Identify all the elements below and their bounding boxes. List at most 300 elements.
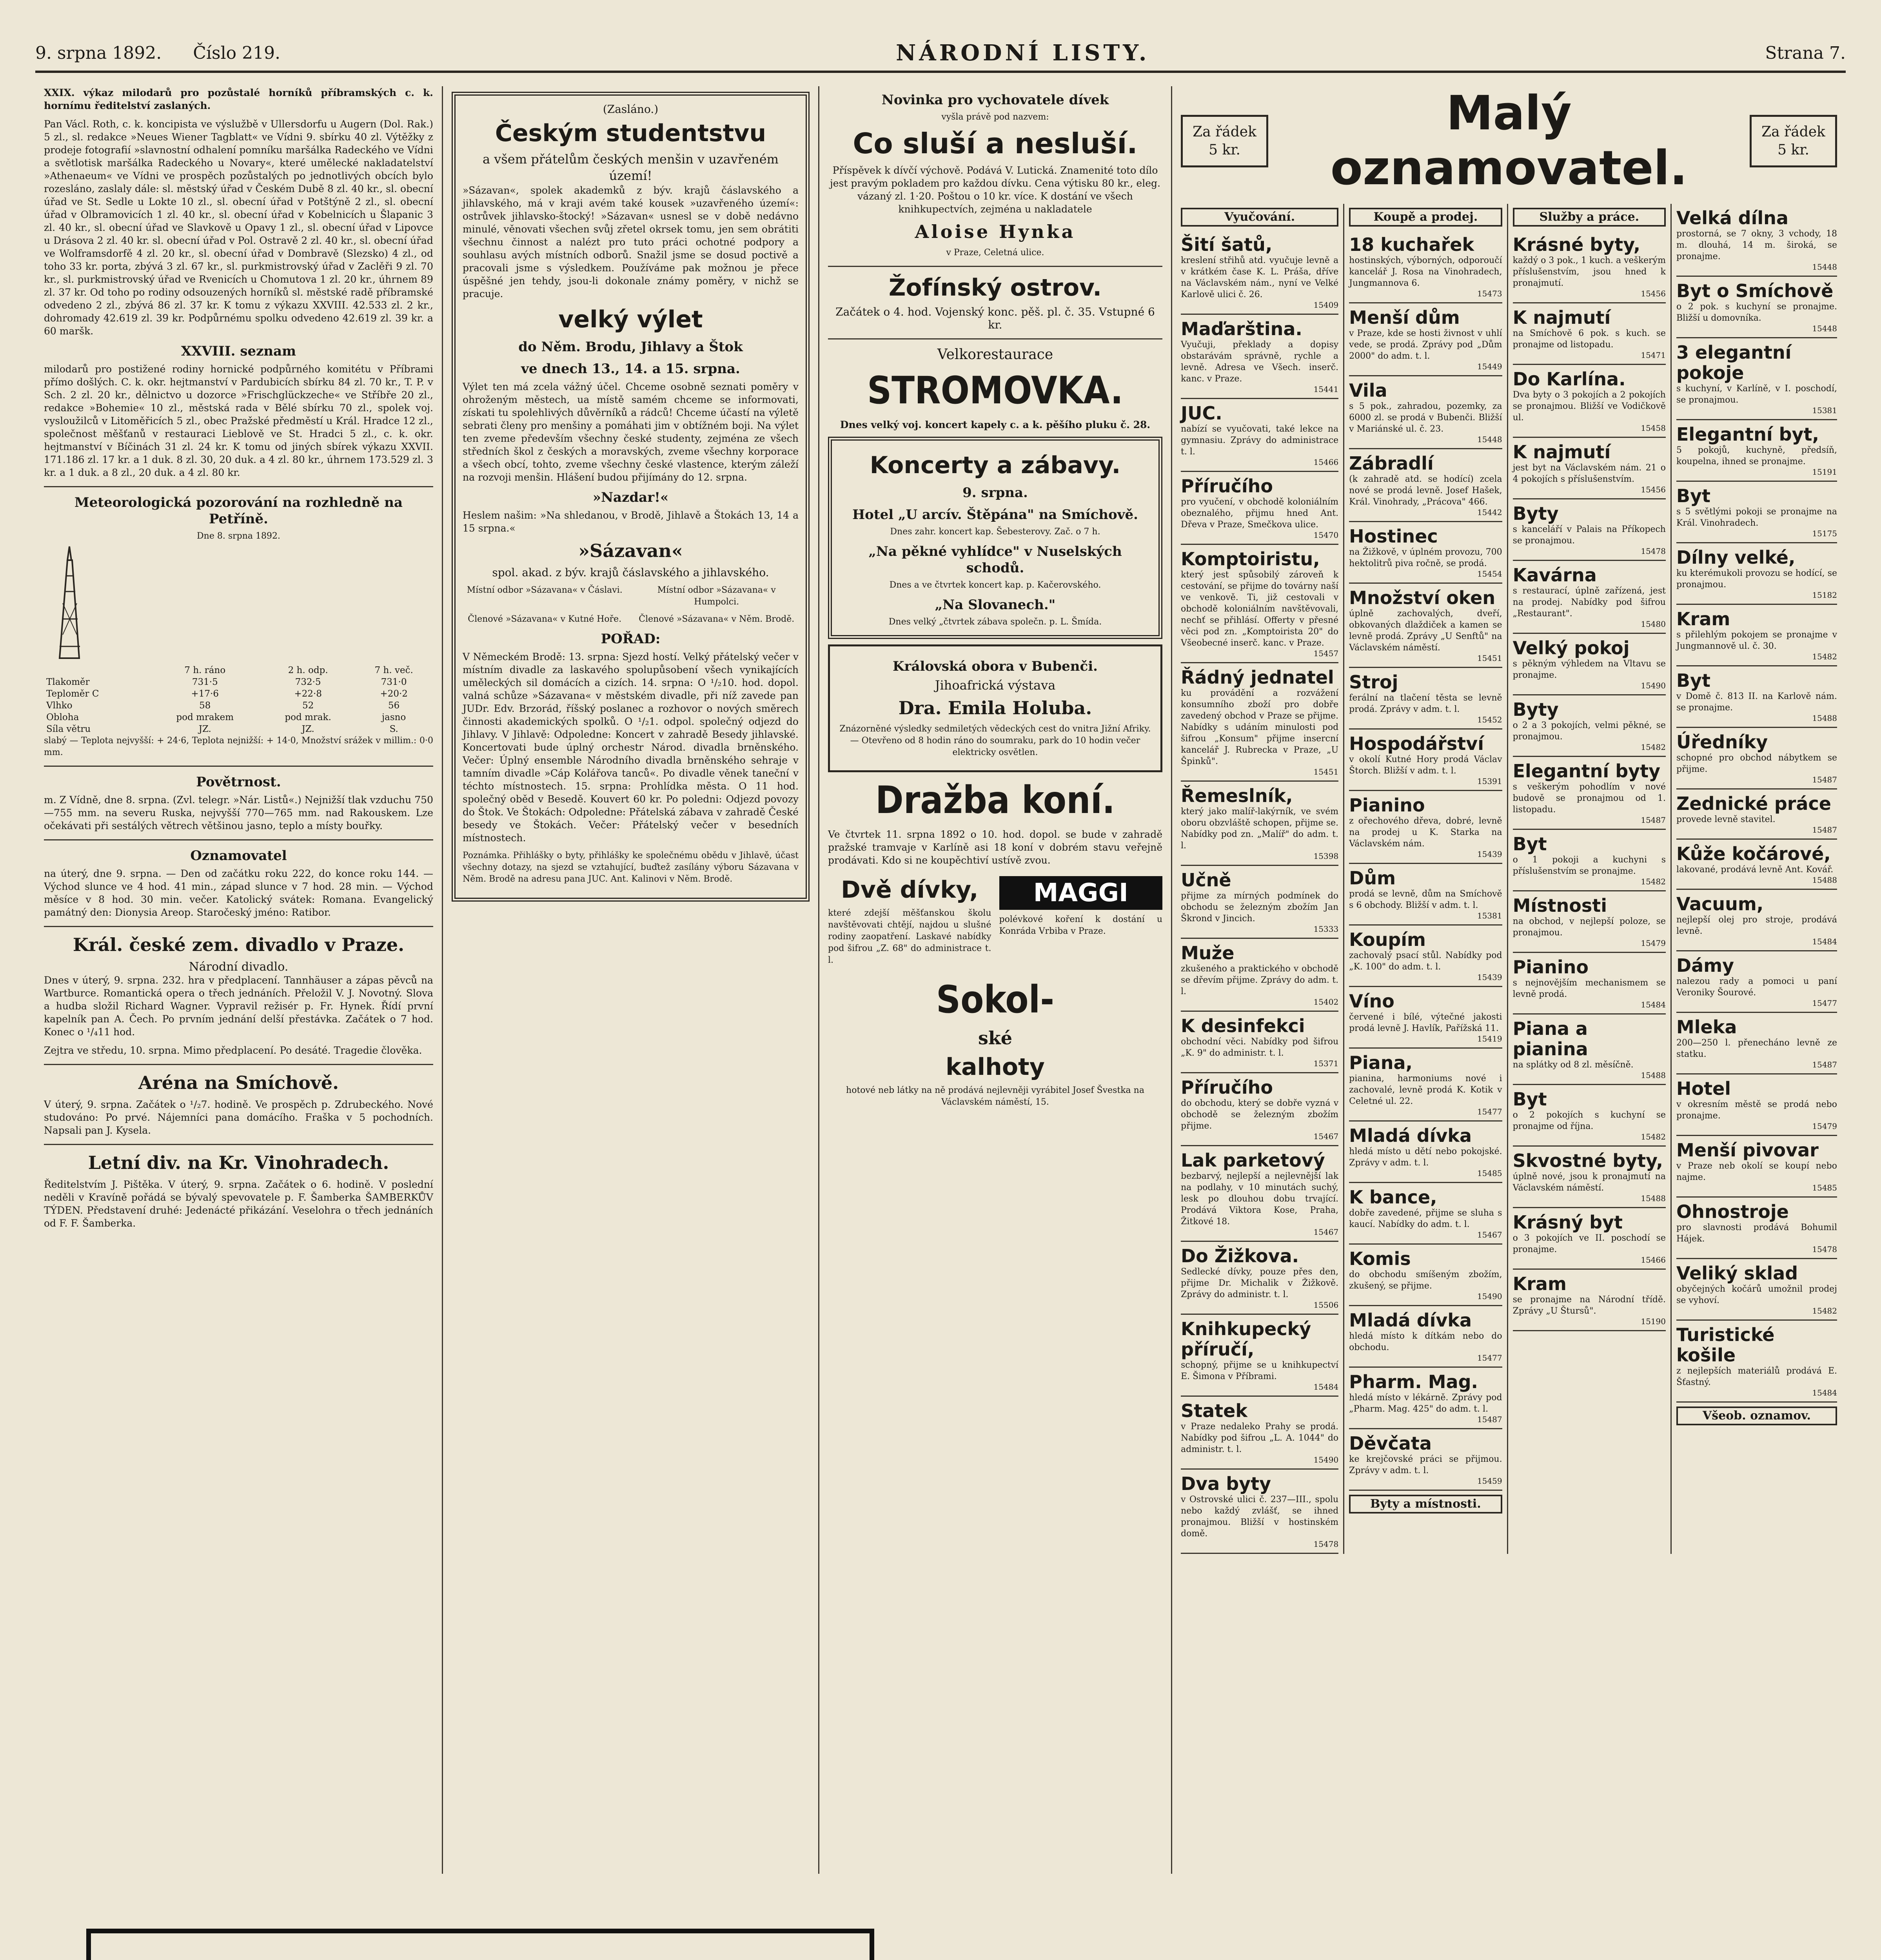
classified-ad xyxy=(1513,1147,1666,1208)
classified-ad xyxy=(1513,695,1666,757)
classified-ad xyxy=(1181,545,1338,663)
meteo-cell: 7 h. ráno xyxy=(184,665,226,675)
meteo-row xyxy=(44,664,433,676)
ad-number: 15381 xyxy=(1812,406,1837,415)
classified-ad xyxy=(1513,561,1666,634)
divider xyxy=(44,766,433,767)
ad-text: s pěkným výhledem na Vltavu se pronajme. xyxy=(1512,659,1666,680)
ad-number: 15451 xyxy=(1477,653,1502,663)
ad-text: obyčejných kočárů umožnil prodej se vyhoví. xyxy=(1676,1284,1837,1305)
novinka-sub: vyšla právě pod nazvem: xyxy=(941,112,1049,122)
divadlo-subtitle: Národní divadlo. xyxy=(189,960,289,974)
ad-number: 15477 xyxy=(1812,998,1837,1008)
ad-heading: Krásné byty, xyxy=(1512,234,1641,255)
ads-list-a xyxy=(1181,230,1338,1554)
issue-number: Číslo 219. xyxy=(193,43,281,63)
arena-title: Aréna na Smíchově. xyxy=(138,1072,339,1093)
ad-heading: Kram xyxy=(1512,1273,1567,1294)
ad-heading: Byt o Smíchově xyxy=(1676,280,1834,301)
classified-col-b xyxy=(1344,204,1508,1554)
porad-body: V Německém Brodě: 13. srpna: Sjezd hostí. Velký přátelský večer v místním divadle za laskavého spolupůsobení všech vynikajících uměleckých sil domácích a cizích. 14. srpna: O ¹/₂10. hod. dopol. valná schůze »Sázavana« v městském divadle, při níž zavede pan JUDr. Edv. Brzorád, říšský poslanec a rozhovor o nových směrech činnosti akademických spolků. O ¹/₂1. odpol. společný odjezd do Jihlavy. V Jihlavě: Odpoledne: Koncert v zahradě Besedy jihlavské. Koncertovati bude úplný orchestr Národ. divadla brněnského. Večer: Úplný ensemble Národního divadla brněnského sehraje v tamním divadle »Cáp Kolářova tanců«. Po divadle věnek taneční v téchto místnostech. 15. srpna: Prohlídka města. O 11 hod. společný oběd v Besedě. Kouvert 60 kr. Po poledni: Odjezd povozy do Štok. Ve Štokách: Odpoledne: Přátelská zábava v zahradě České besedy ve Štokách. Večer: Přátelský večer v besedních místnostech. xyxy=(463,651,799,844)
classified-ad xyxy=(1513,1014,1666,1085)
classified-ad xyxy=(1349,987,1502,1049)
classified-ad xyxy=(1181,782,1338,866)
studentstvo-title: Českým studentstvu xyxy=(495,120,766,147)
classified-ad xyxy=(1349,449,1502,522)
meteo-cell: Obloha xyxy=(46,712,79,722)
classified-ad xyxy=(1676,204,1837,277)
ads-list-c xyxy=(1513,230,1666,1331)
ad-text: z nejlepších materiálů prodává E. Šťastný. xyxy=(1676,1366,1837,1387)
koncert-3-body: Dnes velký „čtvrtek zábava společn. p. L. Šmída. xyxy=(888,617,1102,627)
ad-heading: Pianino xyxy=(1349,795,1425,816)
book-title: Co sluší a nesluší. xyxy=(853,127,1138,160)
ad-text: kreslení střihů atd. vyučuje levně a v krátkém čase K. L. Práša, dříve na Václavském nám., nyní ve Velké Karlově ulici č. 26. xyxy=(1181,256,1339,299)
ad-heading: Elegantní byty xyxy=(1512,760,1661,782)
ad-heading: K desinfekci xyxy=(1181,1015,1305,1036)
povetrnost-title: Povětrnost. xyxy=(196,774,281,790)
classified-ad xyxy=(1181,866,1338,939)
koncert-2-title: „Na pěkné vyhlídce" v Nuselských schodů. xyxy=(868,544,1122,576)
obora-box xyxy=(828,644,1162,772)
povetrnost-body: m. Z Vídně, dne 8. srpna. (Zvl. telegr. »Nár. Listů«.) Nejnižší tlak vzduchu 750—755 mm. na severu Ruska, nejvyšší 770—765 mm. nad Rakouskem. Lze očekávati při sestálých větrech většinou jasno, teplo a místy bouřky. xyxy=(44,794,433,831)
classified-ad xyxy=(1676,666,1837,728)
sazavan-name: »Sázavan« xyxy=(578,540,683,561)
ad-heading: Pharm. Mag. xyxy=(1349,1371,1478,1392)
classified-ad xyxy=(1676,543,1837,605)
ad-text: přijme za mírných podmínek do obchodu se železným zbožím Jan Škrond v Jincich. xyxy=(1181,891,1339,924)
ad-number: 15409 xyxy=(1313,300,1339,310)
classified-ad xyxy=(1513,230,1666,303)
classified-columns xyxy=(1181,204,1837,1554)
ad-heading: Byty xyxy=(1512,503,1559,524)
ad-heading: Byt xyxy=(1512,1089,1547,1110)
ad-text: 200—250 l. přenecháno levně ze statku. xyxy=(1676,1038,1837,1059)
classified-ad xyxy=(1181,1315,1338,1397)
ad-number: 15459 xyxy=(1477,1476,1502,1486)
ad-text: který jest spůsobilý zároveň k cestování, se přijme do továrny naší ve venkově. Ti, již cestovali v obchodě koloniálním navštěvovali, nechť se přihlásí. Offerty v přesné věci pod zn. „Komptoirista 20" do Všeobecné inserč. kanc. v Praze. xyxy=(1181,570,1339,648)
ad-text: ferální na tlačení těsta se levně prodá. Zprávy v adm. t. l. xyxy=(1349,693,1502,714)
vylet-heading: velký výlet xyxy=(558,306,703,333)
ad-number: 15487 xyxy=(1812,1060,1837,1069)
ad-heading: Menší pivovar xyxy=(1676,1140,1819,1161)
xxviii-body: milodarů pro postižené rodiny hornické podpůrného komitétu v Příbrami přímo došlých. C. k. okr. hejtmanství v Pardubicích sbírku 84 zl. 70 kr., T. P. v Sch. 2 zl. 20 kr., dělnictvo u dozorce »Frischglückzeche« ve Stříbře 20 zl., redakce »Bohemie« 10 zl., městská rada v Bělé sbírku 70 zl., spolek voj. vysloužilců v Litoměřicích 5 zl., obec Pražské předměstí u Král. Hradce 12 zl., společnost měšťanů v restauraci Lieblově ve St. Hradci 5 zl., c. k. okr. hejtmanství v Bíčinách 31 zl. 24 kr. K tomu od jiných sbírek výkazu XXVII. 171.186 zl. 17 kr. a 1 duk. 8 zl. 30, 20 duk. a 4 zl. 80 kr., úhrnem 173.529 zl. 3 kr. a 1 duk. a 8 zl., 20 duk. a 4 zl. 80 kr. xyxy=(44,363,433,478)
divider xyxy=(828,266,1162,267)
ad-heading: Šití šatů, xyxy=(1181,234,1273,255)
ad-number: 15191 xyxy=(1812,467,1837,477)
meteo-row xyxy=(44,676,433,688)
ad-heading: Statek xyxy=(1181,1400,1247,1421)
classified-col-a xyxy=(1181,204,1344,1554)
ad-number: 15485 xyxy=(1812,1183,1837,1192)
ad-text: na Smíchově 6 pok. s kuch. se pronajme od listopadu. xyxy=(1512,328,1666,350)
sokol-title-3: kalhoty xyxy=(946,1053,1045,1081)
ad-number: 15470 xyxy=(1313,530,1339,540)
ad-heading: Kram xyxy=(1676,608,1730,630)
ads-list-d xyxy=(1676,204,1837,1403)
classified-ad xyxy=(1349,791,1502,864)
arena-body: V úterý, 9. srpna. Začátek o ¹/₂7. hodině. Ve prospěch p. Zdrubeckého. Nové studováno: Po prvé. Nájemníci pana domácího. Fraška v 5 pochodních. Napsali pan J. Kysela. xyxy=(44,1099,433,1136)
ad-heading: Byty xyxy=(1512,699,1559,720)
classified-ad xyxy=(1349,1429,1502,1491)
section-sluzby-prace: Služby a práce. xyxy=(1513,208,1666,227)
classified-ad xyxy=(1349,1122,1502,1183)
ad-text: s kanceláří v Palais na Příkopech se pronajmou. xyxy=(1512,524,1666,546)
ad-number: 15456 xyxy=(1641,485,1666,494)
ad-heading: Vila xyxy=(1349,380,1387,401)
ad-text: Vyučuji, překlady a dopisy obstarávám správně, rychle a levně. Adresa ve Všech. inserč. kanc. v Praze. xyxy=(1181,340,1339,384)
meteo-cell: 731·0 xyxy=(381,677,407,687)
classified-ad xyxy=(1676,1321,1837,1403)
ad-text: zachovalý psací stůl. Nabídky pod „K. 100" do adm. t. l. xyxy=(1349,951,1502,972)
letni-title: Letní div. na Kr. Vinohradech. xyxy=(88,1152,389,1173)
section-vyucovani: Vyučování. xyxy=(1181,208,1338,227)
classified-ad xyxy=(1676,420,1837,482)
ad-number: 15484 xyxy=(1641,1000,1666,1009)
classified-ad xyxy=(1181,472,1338,545)
meteo-title: Meteorologická pozorování na rozhledně na Petříně. xyxy=(74,495,403,527)
ad-text: provede levně stavitel. xyxy=(1676,815,1776,824)
ad-heading: Do Karlína. xyxy=(1512,368,1626,390)
ad-number: 15458 xyxy=(1641,423,1666,433)
ad-heading: Maďarština. xyxy=(1181,318,1302,339)
ad-text: ku kterémukoli provozu se hodící, se pronajmou. xyxy=(1676,568,1837,590)
ad-text: bezbarvý, nejlepší a nejlevnější lak na podlahy, v 10 minutách suchý, lesk po dlouhou dobu trvající. Prodává Viktora Kose, Praha, Žitkové 18. xyxy=(1181,1171,1339,1227)
obora-title: Královská obora v Bubenči. xyxy=(893,659,1098,674)
ad-number: 15467 xyxy=(1313,1227,1339,1237)
issue-date: 9. srpna 1892. xyxy=(35,43,162,63)
maly-header xyxy=(1181,86,1837,196)
meteo-row xyxy=(44,688,433,700)
classified-ad xyxy=(1181,1470,1338,1554)
ad-number: 15371 xyxy=(1313,1059,1339,1068)
drazba-title: Dražba koní. xyxy=(875,778,1115,822)
meteo-cell: pod mrakem xyxy=(176,712,234,722)
ad-text: nabízí se vyučovati, také lekce na gymnasiu. Zprávy do administrace t. l. xyxy=(1181,424,1339,457)
ad-number: 15490 xyxy=(1477,1292,1502,1301)
ad-number: 15448 xyxy=(1477,435,1502,444)
classified-ad xyxy=(1349,668,1502,730)
poznamka: Poznámka. Přihlášky o byty, přihlášky ke společnému obědu v Jihlavě, účast všechny dotazy, na sjezd se vztahující, buďtež zasílány výboru Sázavana v Něm. Brodě na adresu pana JUC. Ant. Kalinovi v Něm. Brodě. xyxy=(463,851,799,884)
koncerty-box xyxy=(828,437,1162,639)
ad-text: který jako malíř-lakýrník, ve svém oboru obzvláště schopen, přijme se. Nabídky pod zn. „Malíř" do adm. t. l. xyxy=(1181,807,1339,851)
ad-number: 15449 xyxy=(1477,362,1502,371)
meteo-cell: Síla větru xyxy=(46,724,91,734)
ad-number: 15482 xyxy=(1641,742,1666,752)
meteo-row xyxy=(44,723,433,735)
ad-number: 15454 xyxy=(1477,569,1502,579)
zofin-title: Žofínský ostrov. xyxy=(888,274,1102,301)
porad-heading: POŘAD: xyxy=(601,631,661,647)
koncert-2-body: Dnes a ve čtvrtek koncert kap. p. Kačerovského. xyxy=(889,580,1101,590)
ad-heading: Knihkupecký příručí, xyxy=(1181,1318,1311,1360)
classified-ad xyxy=(1349,522,1502,584)
ad-text: v Praze nedaleko Prahy se prodá. Nabídky pod šifrou „L. A. 1044" do administr. t. l. xyxy=(1181,1422,1339,1454)
ad-text: v Praze neb okolí se koupí nebo najme. xyxy=(1676,1161,1837,1182)
odbor-nem-brod: Členové »Sázavana« v Něm. Brodě. xyxy=(639,614,795,624)
masthead: NÁRODNÍ LISTY. xyxy=(896,40,1150,66)
classified-ad xyxy=(1181,1073,1338,1146)
meteo-cell: pod mrak. xyxy=(285,712,331,722)
ad-number: 15466 xyxy=(1313,457,1339,467)
ad-heading: Množství oken xyxy=(1349,587,1496,608)
ad-heading: Hotel xyxy=(1676,1078,1731,1099)
obituary-notice xyxy=(86,1929,874,1960)
ad-text: lakované, prodává levně Ant. Kovář. xyxy=(1676,865,1834,875)
ad-text: hledá místo u dětí nebo pokojské. Zprávy v adm. t. l. xyxy=(1349,1147,1502,1168)
ad-number: 15485 xyxy=(1477,1169,1502,1178)
ad-heading: Koupím xyxy=(1349,929,1426,950)
ad-number: 15452 xyxy=(1477,715,1502,724)
meteo-cell: 58 xyxy=(199,701,211,711)
meteo-cell: Vlhko xyxy=(46,701,73,711)
ad-number: 15467 xyxy=(1477,1230,1502,1240)
classified-ad xyxy=(1513,830,1666,891)
classified-ad xyxy=(1676,1013,1837,1074)
classified-ad xyxy=(1676,277,1837,338)
velkorestaurace: Velkorestaurace xyxy=(937,347,1053,363)
meteo-cell: JZ. xyxy=(198,724,211,734)
ad-heading: Komis xyxy=(1349,1248,1411,1269)
classified-ad xyxy=(1349,1183,1502,1245)
ad-text: hledá místo v lékárně. Zprávy pod „Pharm. Mag. 425" do adm. t. l. xyxy=(1349,1393,1502,1414)
ad-number: 15175 xyxy=(1812,529,1837,538)
sokol-title: Sokol- xyxy=(936,978,1055,1022)
column-3 xyxy=(819,86,1172,1874)
ad-heading: Lak parketový xyxy=(1181,1150,1325,1171)
page-number: Strana 7. xyxy=(1765,43,1846,63)
ad-text: na splátky od 8 zl. měsíčně. xyxy=(1512,1060,1634,1070)
ad-heading: Děvčata xyxy=(1349,1433,1432,1454)
ad-number: 15477 xyxy=(1477,1107,1502,1116)
ad-number: 15441 xyxy=(1313,385,1339,394)
ad-text: hledá místo k dítkám nebo do obchodu. xyxy=(1349,1331,1502,1352)
classified-ad xyxy=(1349,1049,1502,1122)
ad-number: 15457 xyxy=(1313,649,1339,658)
ad-heading: Byt xyxy=(1676,670,1711,691)
ad-number: 15480 xyxy=(1641,619,1666,629)
ad-heading: Piana a pianina xyxy=(1512,1018,1588,1060)
column-2 xyxy=(443,86,819,1874)
running-head-left xyxy=(35,43,280,63)
odbory-2 xyxy=(463,613,799,625)
ad-text: v okresním městě se prodá nebo pronajme. xyxy=(1676,1100,1837,1121)
sazavan-sub: spol. akad. z býv. krajů čáslavského a jihlavského. xyxy=(492,566,769,579)
ad-heading: Elegantní byt, xyxy=(1676,424,1819,445)
ad-text: nalezou rady a pomoci u paní Veroniky Šourové. xyxy=(1676,976,1837,998)
ad-heading: Úředníky xyxy=(1676,731,1768,753)
ad-heading: Vacuum, xyxy=(1676,893,1764,915)
ad-number: 15482 xyxy=(1812,1306,1837,1316)
ad-text: na Žižkově, v úplném provozu, 700 hektolitrů piva ročně, se prodá. xyxy=(1349,547,1502,568)
meteo-cell: S. xyxy=(389,724,398,734)
ad-text: o 2 pokojích s kuchyní se pronajme od října. xyxy=(1512,1110,1666,1131)
ad-number: 15484 xyxy=(1812,937,1837,946)
ad-text: ke krejčovské práci se přijmou. Zprávy v adm. t. l. xyxy=(1349,1454,1502,1475)
classified-ad xyxy=(1513,499,1666,561)
classified-col-c xyxy=(1508,204,1672,1554)
ad-text: s nejnovějším mechanismem se levně prodá. xyxy=(1512,978,1666,999)
ad-heading: Ohnostroje xyxy=(1676,1201,1789,1222)
ad-number: 15488 xyxy=(1812,875,1837,885)
ad-number: 15398 xyxy=(1313,851,1339,861)
ad-heading: Příručího xyxy=(1181,475,1273,497)
ad-heading: Učně xyxy=(1181,869,1231,891)
stromovka-title: STROMOVKA. xyxy=(867,368,1124,412)
dve-divky-title: Dvě dívky, xyxy=(841,876,979,904)
sokol-body: hotové neb látky na ně prodává nejlevněji vyrábitel Josef Švestka na Václavském náměstí, 15. xyxy=(846,1085,1144,1107)
ad-number: 15391 xyxy=(1477,777,1502,786)
ad-heading: Menší dům xyxy=(1349,307,1460,328)
classified-col-d xyxy=(1672,204,1837,1554)
xxix-title: XXIX. výkaz milodarů pro pozůstalé horníků příbramských c. k. hornímu ředitelství zaslaných. xyxy=(44,87,433,111)
ad-heading: Hospodářství xyxy=(1349,733,1484,754)
classified-ad xyxy=(1349,1368,1502,1429)
obora-body: Znázorněné výsledky sedmiletých vědeckých cest do vnitra Jižní Afriky. — Otevřeno od 8 hodin ráno do soumraku, park do 10 hodin večer elektricky osvětlen. xyxy=(839,724,1151,757)
section-byty-mistnosti: Byty a místnosti. xyxy=(1349,1495,1502,1514)
section-koupe-prodej: Koupě a prodej. xyxy=(1349,208,1502,227)
classified-ad xyxy=(1513,438,1666,499)
classified-ad xyxy=(1513,1085,1666,1147)
classified-ad xyxy=(1349,303,1502,376)
classified-ad xyxy=(1349,584,1502,668)
ad-heading: Komptoiristu, xyxy=(1181,548,1320,570)
ad-number: 15466 xyxy=(1641,1255,1666,1265)
classified-ad xyxy=(1676,840,1837,890)
classified-ad xyxy=(1349,1245,1502,1306)
meteo-cell: 2 h. odp. xyxy=(288,665,328,675)
ad-text: úplně nové, jsou k pronajmutí na Václavském náměstí. xyxy=(1512,1172,1666,1193)
ad-number: 15467 xyxy=(1313,1132,1339,1141)
ad-text: úplně zachovalých, dveří, obkovaných dlaždiček a kamen se levně prodá. Zprávy „U Senftů" na Václavském náměstí. xyxy=(1349,609,1502,653)
divider xyxy=(44,1064,433,1065)
ad-heading: Muže xyxy=(1181,942,1235,964)
ad-number: 15487 xyxy=(1641,815,1666,825)
odbor-humpolec: Místní odbor »Sázavana« v Humpolci. xyxy=(657,585,776,607)
ad-heading: Dílny velké, xyxy=(1676,547,1796,568)
odbor-caslav: Místní odbor »Sázavana« v Čáslavi. xyxy=(467,585,623,595)
ad-text: nejlepší olej pro stroje, prodává levně. xyxy=(1676,915,1837,936)
classified-ad xyxy=(1676,1136,1837,1198)
ad-text: s 5 pok., zahradou, pozemky, za 6000 zl. se prodá v Bubenči. Bližší v Mariánské ul. č. 23. xyxy=(1349,401,1502,434)
ad-text: v Domě č. 813 II. na Karlově nám. se pronajme. xyxy=(1676,691,1837,713)
classified-ad xyxy=(1181,1397,1338,1470)
ad-heading: Skvostné byty, xyxy=(1512,1150,1663,1171)
vylet-body: Výlet ten má zcela vážný účel. Chceme osobně seznati poměry v ohroženým městech, ua místě samém chceme se informovati, získati tu spolehlivých důvěrníků a rádců! Chceme účastí na výletě sebrati členy pro menšiny a pomáhati jim v obtížném boji. Na výlet ten zveme především všechny české studenty, zejména ze všech středních škol z českých a moravských, zveme všechny korporace a všech obcí, tohto, zveme všechny české vlastence, kterým záleží na rozvoji menšin. Hlášení budou přijímány do 12. srpna. xyxy=(463,381,799,483)
meteo-cell: +20·2 xyxy=(380,689,408,699)
classified-ad xyxy=(1181,663,1338,782)
ad-heading: Veliký sklad xyxy=(1676,1263,1798,1284)
koncert-1-body: Dnes zahr. koncert kap. Šebesterovy. Zač. o 7 h. xyxy=(890,527,1100,537)
ad-heading: Mladá dívka xyxy=(1349,1125,1472,1146)
maggi-logo: MAGGI xyxy=(999,876,1163,910)
ad-text: prodá se levně, dům na Smíchově s 6 obchody. Bližší v adm. t. l. xyxy=(1349,889,1502,910)
classified-ad xyxy=(1513,365,1666,438)
ad-heading: Byt xyxy=(1676,485,1711,506)
ad-number: 15482 xyxy=(1812,652,1837,661)
ad-text: schopný, přijme se u knihkupectví E. Šimona v Příbrami. xyxy=(1181,1360,1339,1381)
maggi-body: polévkové koření k dostání u Konráda Vrbiba v Praze. xyxy=(999,915,1162,936)
classified-ad xyxy=(1676,890,1837,951)
ad-heading: Příručího xyxy=(1181,1077,1273,1098)
petrin-tower-illustration xyxy=(44,544,95,662)
meteo-table xyxy=(44,664,433,735)
ad-text: do obchodu, který se dobře vyzná v obchodě se železným zbožím přijme. xyxy=(1181,1098,1339,1131)
ad-heading: Pianino xyxy=(1512,956,1589,978)
ad-heading: Řemeslník, xyxy=(1181,785,1293,806)
meteo-extra: slabý — Teplota nejvyšší: + 24·6, Teplota nejnižší: + 14·0, Množství srážek v millim.: 0·0 mm. xyxy=(44,736,433,757)
ad-number: 15439 xyxy=(1477,973,1502,982)
classified-ad xyxy=(1181,1012,1338,1073)
ad-text: každý o 3 pok., 1 kuch. a veškerým příslušenstvím, jsou hned k pronajmutí. xyxy=(1512,256,1666,288)
ad-heading: Mladá dívka xyxy=(1349,1310,1472,1331)
divider xyxy=(44,1144,433,1145)
ad-number: 15478 xyxy=(1641,546,1666,556)
divadlo-next: Zejtra ve středu, 10. srpna. Mimo předplacení. Po desáté. Tragedie člověka. xyxy=(44,1045,422,1056)
obora-name: Dra. Emila Holuba. xyxy=(898,697,1092,719)
dve-divky-ad xyxy=(828,872,991,972)
classified-ad xyxy=(1676,728,1837,789)
classified-ad xyxy=(1676,789,1837,840)
ad-heading: Piana, xyxy=(1349,1052,1413,1073)
obora-sub: Jihoafrická výstava xyxy=(935,678,1056,693)
ad-number: 15488 xyxy=(1641,1071,1666,1080)
classified-ad xyxy=(1676,951,1837,1013)
odbor-kutna-hora: Členové »Sázavana« v Kutné Hoře. xyxy=(468,614,622,624)
meteo-cell: 56 xyxy=(388,701,400,711)
koncerty-date: 9. srpna. xyxy=(962,485,1028,501)
ad-text: na obchod, v nejlepší poloze, se pronajmou. xyxy=(1512,916,1666,938)
ad-heading: K najmutí xyxy=(1512,441,1611,463)
section-vseob-oznamov: Všeob. oznamov. xyxy=(1676,1406,1837,1425)
ad-heading: JUC. xyxy=(1181,403,1222,424)
ad-text: o 3 pokojích ve II. poschodí se pronajme. xyxy=(1512,1233,1666,1254)
meteo-cell xyxy=(44,664,149,676)
ad-heading: Dámy xyxy=(1676,955,1734,976)
ad-text: Sedlecké dívky, pouze přes den, přijme Dr. Michalik v Žižkově. Zprávy do administr. t. l. xyxy=(1181,1267,1339,1299)
zaslano-label: (Zasláno.) xyxy=(603,103,659,116)
ad-heading: Stroj xyxy=(1349,671,1398,693)
drazba-body: Ve čtvrtek 11. srpna 1892 o 10. hod. dopol. se bude v zahradě pražské tramvaje v Karlíně asi 18 koní v dobrém stavu veřejně prodávati. Kdo si ne koupěchtiví ustívě zvou. xyxy=(828,829,1162,866)
ad-text: pro vyučení, v obchodě koloniálním obeznalého, přijmu hned Ant. Dřeva v Praze, Smečkova ulice. xyxy=(1181,497,1339,530)
ad-text: v Ostrovské ulici č. 237—III., spolu nebo každý zvlášť, se ihned pronajmou. Bližší v hostinském domě. xyxy=(1181,1495,1339,1539)
ad-heading: Dům xyxy=(1349,867,1396,889)
meteo-cell: jasno xyxy=(382,712,406,722)
meteo-row xyxy=(44,700,433,711)
classified-ad xyxy=(1513,757,1666,830)
classified-ad xyxy=(1181,230,1338,315)
ad-text: 5 pokojů, kuchyně, předsíň, koupelna, ihned se pronajme. xyxy=(1676,445,1837,466)
meteo-cell: Tlakoměr xyxy=(46,677,90,687)
classified-ad xyxy=(1676,1198,1837,1259)
xxviii-title: XXVIII. seznam xyxy=(181,343,296,359)
ad-text: pro slavnosti prodává Bohumil Hájek. xyxy=(1676,1223,1837,1244)
ad-heading: K najmutí xyxy=(1512,307,1611,328)
meteo-date: Dne 8. srpna 1892. xyxy=(197,531,280,541)
classified-ad xyxy=(1181,399,1338,472)
novinka-title: Novinka pro vychovatele dívek xyxy=(881,92,1109,108)
publisher-address: v Praze, Celetná ulice. xyxy=(946,248,1044,258)
sokol-title-2: ské xyxy=(978,1027,1013,1049)
classified-ad xyxy=(1513,1270,1666,1331)
meteo-cell: 731·5 xyxy=(192,677,218,687)
classified-ad xyxy=(1349,376,1502,449)
ad-text: červené i bílé, výtečné jakosti prodá levně J. Havlík, Pařížská 11. xyxy=(1349,1012,1502,1033)
ad-number: 15490 xyxy=(1313,1455,1339,1465)
ad-text: o 2 pok. s kuchyní se pronajme. Bližší u domovníka. xyxy=(1676,302,1837,323)
ad-text: Dva byty o 3 pokojích a 2 pokojích se pronajmou. Bližší ve Vodičkově ul. xyxy=(1512,390,1666,423)
classified-ad xyxy=(1676,605,1837,666)
